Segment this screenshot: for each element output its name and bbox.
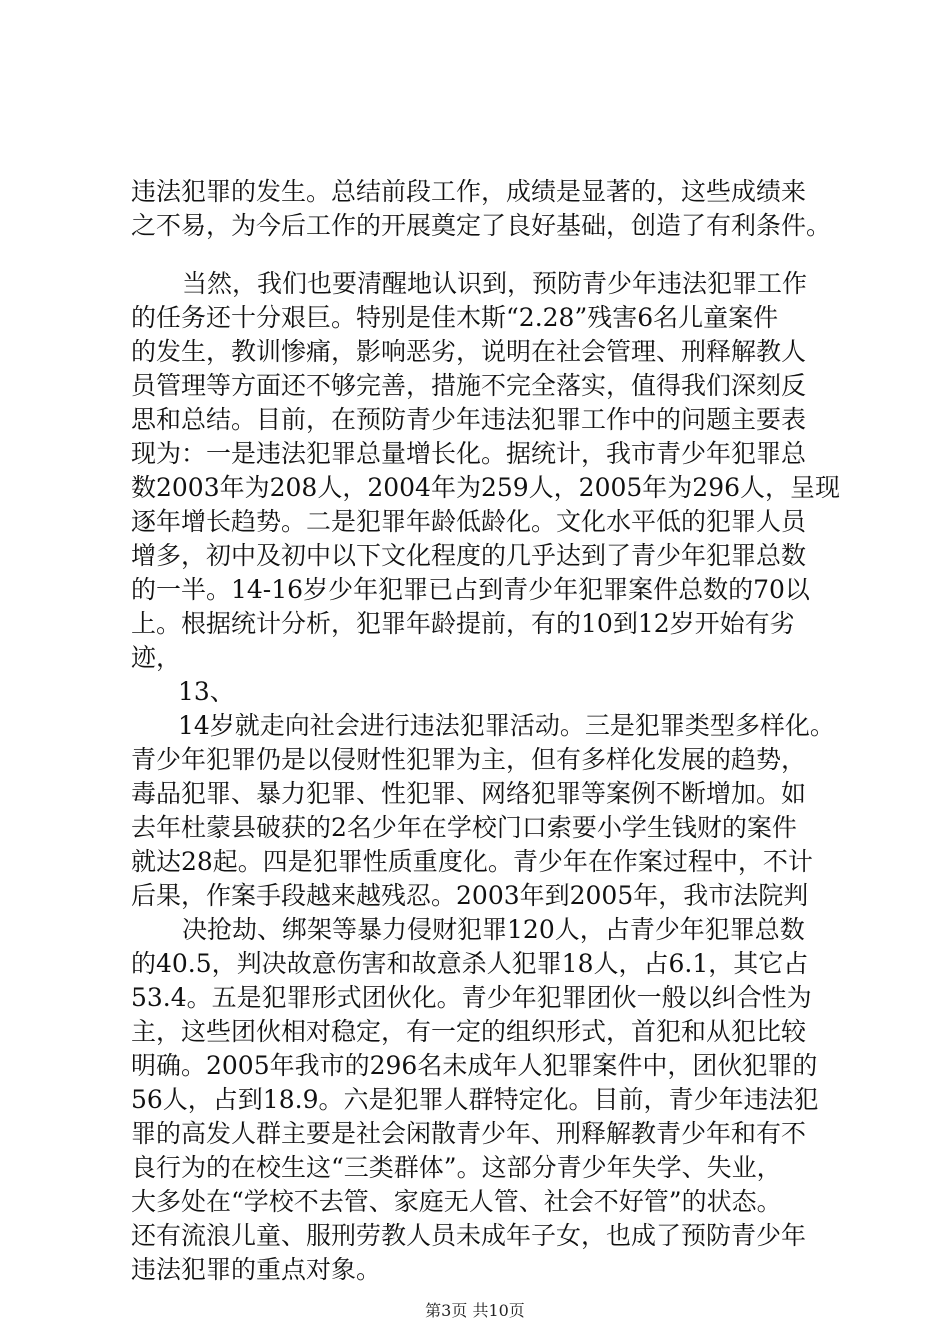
- text-line: 迹，: [131, 643, 182, 672]
- text-line: 主，这些团伙相对稳定，有一定的组织形式，首犯和从犯比较: [131, 1017, 807, 1046]
- page-footer: 第3页 共10页: [425, 1301, 525, 1320]
- text-line: 青少年犯罪仍是以侵财性犯罪为主，但有多样化发展的趋势，: [131, 745, 807, 774]
- text-line: 思和总结。目前，在预防青少年违法犯罪工作中的问题主要表: [131, 405, 807, 434]
- text-line: 上。根据统计分析，犯罪年龄提前，有的10到12岁开始有劣: [131, 609, 795, 638]
- text-line: 良行为的在校生这“三类群体”。这部分青少年失学、失业，: [131, 1153, 782, 1182]
- text-line: 去年杜蒙县破获的2名少年在学校门口索要小学生钱财的案件: [131, 813, 797, 842]
- text-line: 明确。2005年我市的296名未成年人犯罪案件中，团伙犯罪的: [131, 1051, 818, 1080]
- paragraph-first-line: 当然，我们也要清醒地认识到，预防青少年违法犯罪工作: [182, 269, 808, 298]
- text-line: 违法犯罪的重点对象。: [131, 1255, 382, 1284]
- text-line: 员管理等方面还不够完善，措施不完全落实，值得我们深刻反: [131, 371, 807, 400]
- text-line: 违法犯罪的发生。总结前段工作，成绩是显著的，这些成绩来: [131, 177, 807, 206]
- text-line: 的发生，教训惨痛，影响恶劣，说明在社会管理、刑释解教人: [131, 337, 807, 366]
- text-line: 还有流浪儿童、服刑劳教人员未成年子女，也成了预防青少年: [131, 1221, 807, 1250]
- text-line: 增多，初中及初中以下文化程度的几乎达到了青少年犯罪总数: [131, 541, 807, 570]
- text-line: 之不易，为今后工作的开展奠定了良好基础，创造了有利条件。: [131, 211, 832, 240]
- text-line: 的任务还十分艰巨。特别是佳木斯“2.28”残害6名儿童案件: [131, 303, 779, 332]
- text-line: 就达28起。四是犯罪性质重度化。青少年在作案过程中，不计: [131, 847, 813, 876]
- text-line: 后果，作案手段越来越残忍。2003年到2005年，我市法院判: [131, 881, 809, 910]
- text-line: 大多处在“学校不去管、家庭无人管、社会不好管”的状态。: [131, 1187, 782, 1216]
- text-line: 毒品犯罪、暴力犯罪、性犯罪、网络犯罪等案例不断增加。如: [131, 779, 807, 808]
- list-number: 13、: [178, 677, 235, 706]
- text-line: 的40.5，判决故意伤害和故意杀人犯罪18人，占6.1，其它占: [131, 949, 809, 978]
- text-line: 罪的高发人群主要是社会闲散青少年、刑释解教青少年和有不: [131, 1119, 807, 1148]
- text-line: 逐年增长趋势。二是犯罪年龄低龄化。文化水平低的犯罪人员: [131, 507, 807, 536]
- text-line: 现为：一是违法犯罪总量增长化。据统计，我市青少年犯罪总: [131, 439, 807, 468]
- paragraph-first-line: 决抢劫、绑架等暴力侵财犯罪120人，占青少年犯罪总数: [182, 915, 805, 944]
- text-line: 56人，占到18.9。六是犯罪人群特定化。目前，青少年违法犯: [131, 1085, 819, 1114]
- text-line: 的一半。14-16岁少年犯罪已占到青少年犯罪案件总数的70以: [131, 575, 810, 604]
- paragraph-first-line: 14岁就走向社会进行违法犯罪活动。三是犯罪类型多样化。: [178, 711, 835, 740]
- text-line: 数2003年为208人，2004年为259人，2005年为296人，呈现: [131, 473, 841, 502]
- text-line: 53.4。五是犯罪形式团伙化。青少年犯罪团伙一般以纠合性为: [131, 983, 812, 1012]
